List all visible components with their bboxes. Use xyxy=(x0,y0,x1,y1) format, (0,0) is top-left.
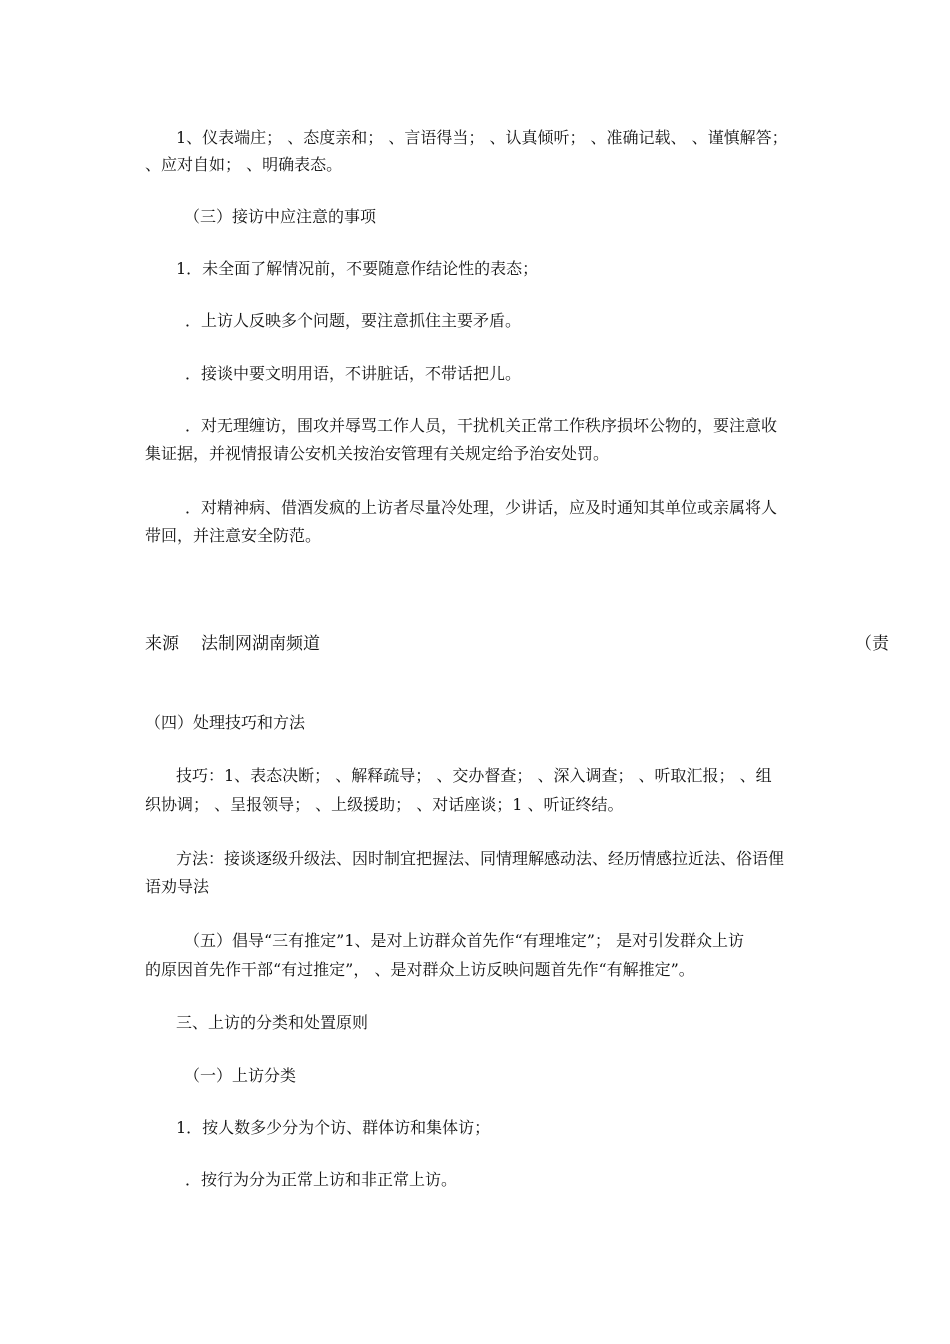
source-name: 法制网湖南频道 xyxy=(201,634,320,654)
paragraph-line: （五）倡导“三有推定”1、是对上访群众首先作“有理堆定”； 是对引发群众上访 xyxy=(184,931,744,950)
section-heading: 三、上访的分类和处置原则 xyxy=(176,1013,369,1032)
paragraph-line: 语劝导法 xyxy=(145,877,210,896)
paragraph-line: 织协调； 、呈报领导； 、上级援助； 、对话座谈；1 、听证终结。 xyxy=(145,795,624,814)
paragraph-line: 方法：接谈逐级升级法、因时制宜把握法、同情理解感动法、经历情感拉近法、俗语俚 xyxy=(176,849,785,868)
paragraph-line: 1、仪表端庄； 、态度亲和； 、言语得当； 、认真倾听； 、准确记载、 、谨慎解答； xyxy=(176,128,788,147)
section-heading: （一）上访分类 xyxy=(184,1066,297,1085)
section-heading: （三）接访中应注意的事项 xyxy=(184,207,377,226)
paragraph-line: 的原因首先作干部“有过推定”， 、是对群众上访反映问题首先作“有解推定”。 xyxy=(145,960,695,979)
section-heading: （四）处理技巧和方法 xyxy=(145,713,306,732)
list-item: 1．按人数多少分为个访、群体访和集体访； xyxy=(176,1118,491,1137)
list-item: 1．未全面了解情况前，不要随意作结论性的表态； xyxy=(176,259,539,278)
source-right-text: （责 xyxy=(855,634,889,654)
list-item: ．上访人反映多个问题，要注意抓住主要矛盾。 xyxy=(185,311,522,330)
paragraph-line: 技巧：1、表态决断； 、解释疏导； 、交办督查； 、深入调查； 、听取汇报； 、组 xyxy=(176,766,772,785)
paragraph-line: 集证据，并视情报请公安机关按治安管理有关规定给予治安处罚。 xyxy=(145,444,610,463)
list-item: ．对精神病、借酒发疯的上访者尽量冷处理，少讲话，应及时通知其单位或亲属将人 xyxy=(185,498,778,517)
source-label: 来源 xyxy=(145,634,179,654)
paragraph-line: 、应对自如； 、明确表态。 xyxy=(145,155,343,174)
list-item: ．接谈中要文明用语，不讲脏话，不带话把儿。 xyxy=(185,364,522,383)
list-item: ．对无理缠访，围攻并辱骂工作人员，干扰机关正常工作秩序损坏公物的，要注意收 xyxy=(185,416,778,435)
list-item: ．按行为分为正常上访和非正常上访。 xyxy=(185,1170,458,1189)
paragraph-line: 带回，并注意安全防范。 xyxy=(145,526,322,545)
